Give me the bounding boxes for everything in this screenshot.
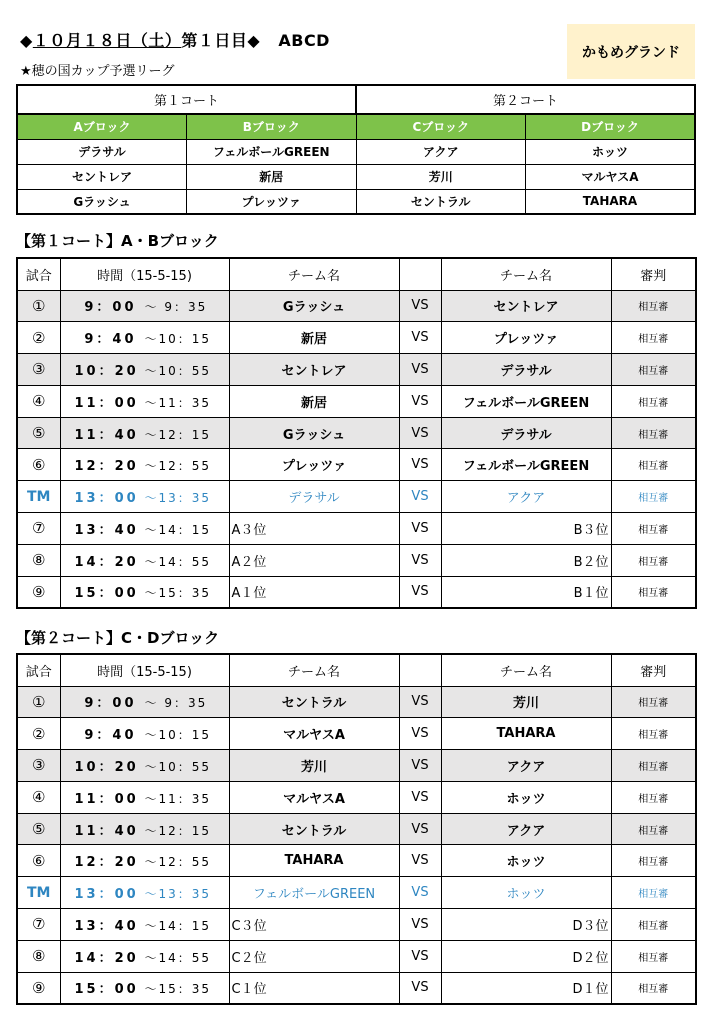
match-number: TM — [17, 877, 60, 909]
referee-cell: 相互審 — [611, 322, 696, 354]
block-header: Aブロック — [17, 114, 187, 139]
referee-cell: 相互審 — [611, 781, 696, 813]
referee-cell: 相互審 — [611, 845, 696, 877]
referee-cell: 相互審 — [611, 513, 696, 545]
match-time — [60, 718, 229, 750]
home-team: C２位 — [229, 940, 399, 972]
vs-label: VS — [399, 385, 441, 417]
match-row — [17, 290, 696, 322]
block-team-cell: プレッツァ — [187, 189, 357, 214]
referee-cell: 相互審 — [611, 750, 696, 782]
end-time: ～15：35 — [144, 586, 212, 601]
away-team: アクア — [441, 813, 611, 845]
block-team-cell: フェルボールGREEN — [187, 139, 357, 164]
away-team: アクア — [441, 481, 611, 513]
title-day: 第１日目◆ — [181, 31, 261, 50]
match-time — [60, 481, 229, 513]
block-header: Cブロック — [356, 114, 526, 139]
away-team: デラサル — [441, 417, 611, 449]
referee-cell: 相互審 — [611, 290, 696, 322]
vs-label: VS — [399, 481, 441, 513]
match-row — [17, 909, 696, 941]
end-time: ～ 9：35 — [144, 696, 208, 711]
match-number: ⑤ — [17, 417, 60, 449]
match-row — [17, 972, 696, 1004]
vs-label: VS — [399, 686, 441, 718]
court-header: 第１コート — [17, 85, 356, 114]
block-team-row — [17, 164, 695, 189]
court2-section-title: 【第２コート】C・Dブロック — [16, 629, 220, 647]
match-time — [60, 813, 229, 845]
match-row — [17, 513, 696, 545]
match-row — [17, 686, 696, 718]
court1-schedule-table — [16, 257, 697, 609]
block-team-cell: セントラル — [356, 189, 526, 214]
match-time — [60, 909, 229, 941]
home-team: セントラル — [229, 686, 399, 718]
home-team: TAHARA — [229, 845, 399, 877]
match-row — [17, 576, 696, 608]
block-header: Dブロック — [526, 114, 696, 139]
match-number: ① — [17, 686, 60, 718]
start-time: 14：20 — [74, 554, 139, 570]
col-header-match: 試合 — [17, 258, 60, 290]
start-time: 10：20 — [74, 759, 139, 775]
match-time — [60, 417, 229, 449]
away-team: フェルボールGREEN — [441, 449, 611, 481]
referee-cell: 相互審 — [611, 877, 696, 909]
page-subtitle: ★穂の国カップ予選リーグ — [20, 64, 175, 79]
match-row — [17, 781, 696, 813]
end-time: ～11：35 — [144, 395, 212, 410]
start-time: 14：20 — [74, 950, 139, 966]
vs-label: VS — [399, 877, 441, 909]
end-time: ～10：55 — [144, 363, 212, 378]
end-time: ～10：55 — [144, 759, 212, 774]
vs-label: VS — [399, 449, 441, 481]
block-team-cell: 芳川 — [356, 164, 526, 189]
court-header: 第２コート — [356, 85, 695, 114]
match-number: ⑨ — [17, 576, 60, 608]
col-header-referee: 審判 — [611, 654, 696, 686]
court2-schedule-table — [16, 653, 697, 1005]
match-row — [17, 354, 696, 386]
block-team-cell: Gラッシュ — [17, 189, 187, 214]
referee-cell: 相互審 — [611, 385, 696, 417]
home-team: A２位 — [229, 544, 399, 576]
start-time: 9：40 — [84, 728, 137, 744]
start-time: 11：00 — [74, 791, 139, 807]
match-number: ② — [17, 718, 60, 750]
match-time — [60, 845, 229, 877]
match-time — [60, 750, 229, 782]
court1-section-title: 【第１コート】A・Bブロック — [16, 232, 219, 250]
home-team: 新居 — [229, 322, 399, 354]
end-time: ～15：35 — [144, 982, 212, 997]
match-row — [17, 417, 696, 449]
match-number: ③ — [17, 354, 60, 386]
end-time: ～14：15 — [144, 522, 212, 537]
match-row — [17, 544, 696, 576]
away-team: ホッツ — [441, 877, 611, 909]
away-team: プレッツァ — [441, 322, 611, 354]
col-header-team: チーム名 — [229, 654, 399, 686]
match-number: ② — [17, 322, 60, 354]
home-team: 芳川 — [229, 750, 399, 782]
start-time: 9：40 — [84, 332, 137, 348]
match-number: ⑧ — [17, 940, 60, 972]
vs-label: VS — [399, 813, 441, 845]
training-match-row — [17, 877, 696, 909]
match-number: ⑥ — [17, 449, 60, 481]
match-number: ③ — [17, 750, 60, 782]
match-number: ⑦ — [17, 909, 60, 941]
match-time — [60, 354, 229, 386]
end-time: ～10：15 — [144, 728, 212, 743]
vs-label: VS — [399, 940, 441, 972]
end-time: ～14：55 — [144, 950, 212, 965]
away-team: B３位 — [441, 513, 611, 545]
referee-cell: 相互審 — [611, 718, 696, 750]
end-time: ～13：35 — [144, 491, 212, 506]
match-number: ④ — [17, 385, 60, 417]
vs-label: VS — [399, 845, 441, 877]
match-time — [60, 449, 229, 481]
title-date: １０月１８日（土） — [32, 31, 182, 50]
referee-cell: 相互審 — [611, 481, 696, 513]
start-time: 13：40 — [74, 522, 139, 538]
block-team-cell: ホッツ — [526, 139, 696, 164]
end-time: ～14：15 — [144, 918, 212, 933]
title-event-code: ABCD — [278, 31, 330, 50]
col-header-team: チーム名 — [441, 258, 611, 290]
match-row — [17, 385, 696, 417]
vs-label: VS — [399, 417, 441, 449]
vs-label: VS — [399, 909, 441, 941]
referee-cell: 相互審 — [611, 417, 696, 449]
match-number: ⑦ — [17, 513, 60, 545]
vs-label: VS — [399, 513, 441, 545]
away-team: TAHARA — [441, 718, 611, 750]
match-time — [60, 322, 229, 354]
col-header-time: 時間（15-5-15) — [60, 654, 229, 686]
referee-cell: 相互審 — [611, 576, 696, 608]
col-header-referee: 審判 — [611, 258, 696, 290]
block-team-row — [17, 139, 695, 164]
start-time: 13：00 — [74, 887, 139, 903]
away-team: 芳川 — [441, 686, 611, 718]
col-header-time: 時間（15-5-15) — [60, 258, 229, 290]
end-time: ～14：55 — [144, 554, 212, 569]
away-team: B２位 — [441, 544, 611, 576]
match-number: ④ — [17, 781, 60, 813]
vs-label: VS — [399, 544, 441, 576]
referee-cell: 相互審 — [611, 686, 696, 718]
block-assignment-table — [16, 84, 696, 215]
match-row — [17, 940, 696, 972]
match-time — [60, 781, 229, 813]
start-time: 13：00 — [74, 491, 139, 507]
start-time: 11：40 — [74, 427, 139, 443]
home-team: フェルボールGREEN — [229, 877, 399, 909]
vs-label: VS — [399, 718, 441, 750]
end-time: ～11：35 — [144, 791, 212, 806]
match-number: ⑨ — [17, 972, 60, 1004]
home-team: A３位 — [229, 513, 399, 545]
end-time: ～ 9：35 — [144, 300, 208, 315]
end-time: ～12：15 — [144, 427, 212, 442]
away-team: ホッツ — [441, 781, 611, 813]
match-row — [17, 845, 696, 877]
home-team: セントレア — [229, 354, 399, 386]
end-time: ～12：55 — [144, 855, 212, 870]
training-match-row — [17, 481, 696, 513]
away-team: D２位 — [441, 940, 611, 972]
match-time — [60, 513, 229, 545]
block-team-row — [17, 189, 695, 214]
vs-label: VS — [399, 576, 441, 608]
match-number: ① — [17, 290, 60, 322]
away-team: アクア — [441, 750, 611, 782]
block-team-cell: TAHARA — [526, 189, 696, 214]
vs-label: VS — [399, 972, 441, 1004]
away-team: フェルボールGREEN — [441, 385, 611, 417]
block-team-cell: アクア — [356, 139, 526, 164]
referee-cell: 相互審 — [611, 449, 696, 481]
referee-cell: 相互審 — [611, 813, 696, 845]
start-time: 15：00 — [74, 982, 139, 998]
venue-label: かもめグランド — [567, 24, 695, 79]
start-time: 13：40 — [74, 918, 139, 934]
home-team: Gラッシュ — [229, 417, 399, 449]
referee-cell: 相互審 — [611, 354, 696, 386]
home-team: マルヤスA — [229, 781, 399, 813]
referee-cell: 相互審 — [611, 940, 696, 972]
page-title — [20, 28, 330, 51]
block-header: Bブロック — [187, 114, 357, 139]
start-time: 11：00 — [74, 395, 139, 411]
end-time: ～12：15 — [144, 823, 212, 838]
vs-label: VS — [399, 750, 441, 782]
match-row — [17, 449, 696, 481]
start-time: 12：20 — [74, 459, 139, 475]
end-time: ～10：15 — [144, 332, 212, 347]
match-time — [60, 385, 229, 417]
title-diamond: ◆ — [20, 31, 33, 50]
match-row — [17, 322, 696, 354]
away-team: デラサル — [441, 354, 611, 386]
start-time: 9：00 — [84, 696, 137, 712]
match-time — [60, 576, 229, 608]
away-team: D１位 — [441, 972, 611, 1004]
match-time — [60, 686, 229, 718]
start-time: 11：40 — [74, 823, 139, 839]
match-time — [60, 290, 229, 322]
block-team-cell: 新居 — [187, 164, 357, 189]
start-time: 15：00 — [74, 586, 139, 602]
match-time — [60, 972, 229, 1004]
vs-label: VS — [399, 290, 441, 322]
start-time: 9：00 — [84, 300, 137, 316]
vs-label: VS — [399, 354, 441, 386]
vs-label: VS — [399, 322, 441, 354]
col-header-team: チーム名 — [441, 654, 611, 686]
match-row — [17, 813, 696, 845]
home-team: プレッツァ — [229, 449, 399, 481]
match-number: ⑥ — [17, 845, 60, 877]
home-team: セントラル — [229, 813, 399, 845]
away-team: ホッツ — [441, 845, 611, 877]
col-header-vs — [399, 258, 441, 290]
away-team: D３位 — [441, 909, 611, 941]
match-row — [17, 718, 696, 750]
home-team: Gラッシュ — [229, 290, 399, 322]
start-time: 10：20 — [74, 363, 139, 379]
home-team: C１位 — [229, 972, 399, 1004]
block-team-cell: デラサル — [17, 139, 187, 164]
match-time — [60, 877, 229, 909]
start-time: 12：20 — [74, 855, 139, 871]
match-number: ⑤ — [17, 813, 60, 845]
referee-cell: 相互審 — [611, 972, 696, 1004]
match-number: ⑧ — [17, 544, 60, 576]
col-header-vs — [399, 654, 441, 686]
match-row — [17, 750, 696, 782]
block-team-cell: セントレア — [17, 164, 187, 189]
col-header-team: チーム名 — [229, 258, 399, 290]
away-team: B１位 — [441, 576, 611, 608]
end-time: ～12：55 — [144, 459, 212, 474]
home-team: C３位 — [229, 909, 399, 941]
match-number: TM — [17, 481, 60, 513]
end-time: ～13：35 — [144, 887, 212, 902]
home-team: A１位 — [229, 576, 399, 608]
home-team: デラサル — [229, 481, 399, 513]
block-team-cell: マルヤスA — [526, 164, 696, 189]
vs-label: VS — [399, 781, 441, 813]
away-team: セントレア — [441, 290, 611, 322]
referee-cell: 相互審 — [611, 544, 696, 576]
referee-cell: 相互審 — [611, 909, 696, 941]
home-team: 新居 — [229, 385, 399, 417]
home-team: マルヤスA — [229, 718, 399, 750]
match-time — [60, 940, 229, 972]
match-time — [60, 544, 229, 576]
col-header-match: 試合 — [17, 654, 60, 686]
